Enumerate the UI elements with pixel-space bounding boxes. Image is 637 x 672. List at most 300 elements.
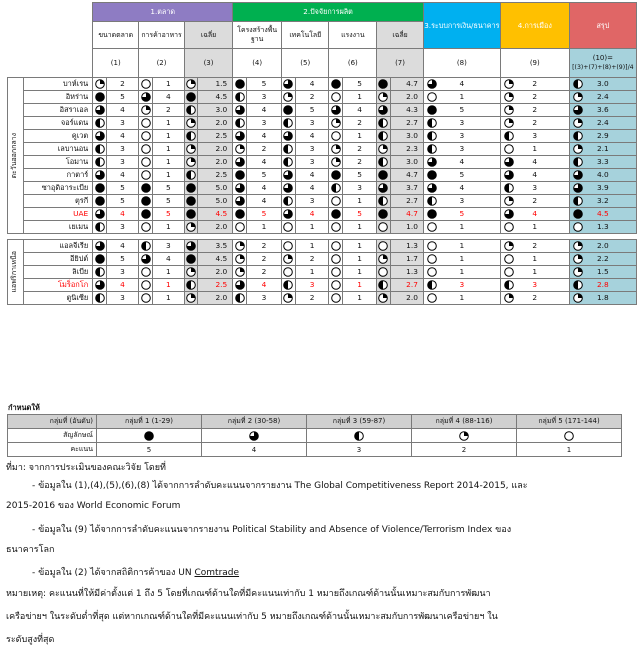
table-row [8, 104, 637, 117]
quarter-circle-icon [235, 144, 245, 154]
score-c4: 5 [246, 208, 281, 221]
score-symbol [329, 266, 343, 279]
score-symbol [93, 208, 107, 221]
score-symbol [329, 182, 343, 195]
score-c6: 5 [343, 208, 377, 221]
score-c1: 4 [106, 279, 138, 292]
legend-title: กำหนดให้ [8, 403, 40, 412]
score-symbol [377, 182, 391, 195]
score-c2: 1 [152, 292, 184, 305]
score-c3: 3.5 [198, 240, 233, 253]
full-circle-icon [95, 92, 105, 102]
score-c7: 2.7 [390, 195, 423, 208]
score-c8 [423, 143, 500, 156]
empty-circle-icon [141, 293, 151, 303]
score-c9 [500, 78, 569, 91]
score-c8 [423, 266, 500, 279]
col-num-4: (4) [233, 49, 282, 78]
score-c7: 1.7 [390, 253, 423, 266]
score-symbol [139, 208, 153, 221]
empty-circle-icon [331, 241, 341, 251]
full-circle-icon [331, 79, 341, 89]
score-symbol [377, 240, 391, 253]
score-c5: 4 [295, 208, 329, 221]
score-c9-value: 1 [532, 267, 538, 276]
table-row [8, 279, 637, 292]
score-symbol [282, 208, 296, 221]
table-row [8, 253, 637, 266]
empty-circle-icon [141, 157, 151, 167]
country-name: ซาอุดิอาระเบีย [24, 182, 93, 195]
quarter-circle-icon [573, 118, 583, 128]
score-c4: 2 [246, 240, 281, 253]
quarter-circle-icon [235, 267, 245, 277]
full-circle-icon [283, 105, 293, 115]
score-c9 [500, 182, 569, 195]
score-symbol [329, 130, 343, 143]
col-technology: เทคโนโลยี [282, 22, 329, 49]
table-row [8, 240, 637, 253]
country-name: เลบานอน [24, 143, 93, 156]
quarter-circle-icon [186, 267, 196, 277]
score-c7: 1.0 [390, 221, 423, 234]
score-c8-value: 3 [459, 118, 465, 127]
score-c2: 5 [152, 208, 184, 221]
quarter-circle-icon [141, 105, 151, 115]
score-c8 [423, 208, 500, 221]
score-c5: 3 [295, 156, 329, 169]
score-c7: 4.7 [390, 169, 423, 182]
score-c7: 2.0 [390, 292, 423, 305]
score-c8 [423, 292, 500, 305]
group-north-africa [8, 240, 24, 305]
score-c4: 3 [246, 91, 281, 104]
half-circle-icon [95, 222, 105, 232]
half-circle-icon [283, 157, 293, 167]
three-quarter-circle-icon [378, 183, 388, 193]
score-c1: 5 [106, 182, 138, 195]
score-c2: 5 [152, 182, 184, 195]
quarter-circle-icon [378, 144, 388, 154]
empty-circle-icon [331, 267, 341, 277]
full-circle-icon [144, 431, 154, 441]
half-circle-icon [235, 293, 245, 303]
score-symbol [139, 182, 153, 195]
score-symbol [93, 156, 107, 169]
score-symbol [93, 104, 107, 117]
half-circle-icon [186, 105, 196, 115]
score-c4: 5 [246, 169, 281, 182]
score-c4: 4 [246, 279, 281, 292]
country-name: แอลจีเรีย [24, 240, 93, 253]
score-c3: 2.0 [198, 221, 233, 234]
score-c7: 1.3 [390, 266, 423, 279]
score-c1: 4 [106, 169, 138, 182]
quarter-circle-icon [378, 293, 388, 303]
score-c5: 4 [295, 169, 329, 182]
full-circle-icon [235, 170, 245, 180]
score-c6: 1 [343, 91, 377, 104]
score-c6: 2 [343, 117, 377, 130]
score-c3: 5.0 [198, 182, 233, 195]
quarter-circle-icon [573, 241, 583, 251]
score-symbol [139, 156, 153, 169]
score-c10 [569, 104, 636, 117]
legend-table [7, 414, 622, 457]
score-c8-value: 1 [459, 92, 465, 101]
score-c10-value: 2.9 [596, 131, 609, 140]
score-symbol [282, 78, 296, 91]
legend-group-label: กลุ่มที่ 2 (30-58) [202, 415, 307, 429]
score-c3: 2.0 [198, 266, 233, 279]
score-symbol [329, 253, 343, 266]
full-circle-icon [95, 183, 105, 193]
score-c2: 2 [152, 104, 184, 117]
group-north-africa-label: แอฟริกาเหนือ [10, 251, 18, 293]
empty-circle-icon [564, 431, 574, 441]
three-quarter-circle-icon [95, 131, 105, 141]
three-quarter-circle-icon [427, 183, 437, 193]
legend-symbol [307, 429, 412, 443]
empty-circle-icon [378, 267, 388, 277]
score-symbol [139, 169, 153, 182]
empty-circle-icon [331, 131, 341, 141]
score-c6: 4 [343, 104, 377, 117]
score-c9-value: 3 [532, 183, 538, 192]
quarter-circle-icon [504, 241, 514, 251]
score-symbol [233, 91, 247, 104]
score-c6: 2 [343, 143, 377, 156]
score-c9-value: 2 [532, 105, 538, 114]
score-c10-value: 3.0 [596, 79, 609, 88]
col-food-trade: การค้าอาหาร [139, 22, 185, 49]
score-symbol [184, 104, 198, 117]
half-circle-icon [331, 183, 341, 193]
empty-circle-icon [283, 267, 293, 277]
score-c5: 3 [295, 143, 329, 156]
score-symbol [139, 240, 153, 253]
score-c1: 5 [106, 195, 138, 208]
full-circle-icon [427, 105, 437, 115]
score-c8 [423, 169, 500, 182]
table-row [8, 266, 637, 279]
score-c4: 2 [246, 266, 281, 279]
score-c8 [423, 156, 500, 169]
legend-row-header: คะแนน [8, 443, 97, 457]
empty-circle-icon [427, 92, 437, 102]
score-c10 [569, 182, 636, 195]
score-c6: 1 [343, 253, 377, 266]
score-c10-value: 3.6 [596, 105, 609, 114]
score-symbol [329, 292, 343, 305]
quarter-circle-icon [573, 293, 583, 303]
score-symbol [93, 169, 107, 182]
country-name: เยเมน [24, 221, 93, 234]
score-symbol [329, 91, 343, 104]
three-quarter-circle-icon [573, 183, 583, 193]
score-c1: 2 [106, 78, 138, 91]
score-c8-value: 1 [459, 222, 465, 231]
quarter-circle-icon [504, 105, 514, 115]
empty-circle-icon [378, 222, 388, 232]
score-c3: 2.5 [198, 130, 233, 143]
score-c9 [500, 156, 569, 169]
score-c8-value: 3 [459, 196, 465, 205]
score-c8 [423, 221, 500, 234]
score-c9 [500, 104, 569, 117]
score-symbol [233, 253, 247, 266]
score-symbol [282, 279, 296, 292]
empty-circle-icon [141, 170, 151, 180]
half-circle-icon [95, 267, 105, 277]
source-note: ที่มา: จากการประเมินของคณะวิจัย โดยที่ [6, 463, 166, 473]
three-quarter-circle-icon [427, 157, 437, 167]
score-c10-value: 2.4 [596, 92, 609, 101]
score-symbol [233, 130, 247, 143]
quarter-circle-icon [573, 92, 583, 102]
full-circle-icon [235, 79, 245, 89]
score-c9-value: 2 [532, 79, 538, 88]
country-name: โมร็อกโก [24, 279, 93, 292]
quarter-circle-icon [235, 254, 245, 264]
score-c4: 4 [246, 104, 281, 117]
score-c9-value: 2 [532, 196, 538, 205]
table-row [8, 208, 637, 221]
three-quarter-circle-icon [504, 170, 514, 180]
score-c5: 4 [295, 78, 329, 91]
score-symbol [377, 266, 391, 279]
country-name: อียิปต์ [24, 253, 93, 266]
half-circle-icon [504, 131, 514, 141]
country-name: บาห์เรน [24, 78, 93, 91]
country-name: อิหร่าน [24, 91, 93, 104]
half-circle-icon [427, 131, 437, 141]
score-symbol [233, 240, 247, 253]
score-c10-value: 3.9 [596, 183, 609, 192]
remark-line-2: เครือข่ายฯ ในระดับต่ำที่สุด แต่หากเกณฑ์ด้านใดที่มีคะแนนเท่ากับ 5 หมายถึงเกณฑ์ด้านนั้นเหมาะสมกับการพัฒนาเครือข่ายฯ ใน [6, 612, 498, 622]
score-c4: 4 [246, 156, 281, 169]
score-c2: 1 [152, 266, 184, 279]
score-c9-value: 3 [532, 280, 538, 289]
three-quarter-circle-icon [95, 170, 105, 180]
score-c9 [500, 91, 569, 104]
score-c10-value: 2.2 [596, 254, 609, 263]
score-symbol [233, 266, 247, 279]
half-circle-icon [504, 280, 514, 290]
full-circle-icon [141, 209, 151, 219]
score-c5: 3 [295, 279, 329, 292]
score-c2: 1 [152, 221, 184, 234]
col-infrastructure: โครงสร้างพื้นฐาน [233, 22, 282, 49]
score-symbol [377, 78, 391, 91]
score-symbol [377, 169, 391, 182]
score-c1: 4 [106, 104, 138, 117]
score-c10 [569, 91, 636, 104]
score-c10-value: 2.0 [596, 241, 609, 250]
score-c3: 4.5 [198, 91, 233, 104]
country-name: คูเวต [24, 130, 93, 143]
score-symbol [139, 78, 153, 91]
score-c6: 1 [343, 221, 377, 234]
score-c9-value: 2 [532, 118, 538, 127]
score-c10 [569, 195, 636, 208]
score-c10-value: 1.8 [596, 293, 609, 302]
half-circle-icon [573, 79, 583, 89]
score-symbol [233, 156, 247, 169]
three-quarter-circle-icon [141, 92, 151, 102]
score-symbol [184, 78, 198, 91]
score-symbol [233, 182, 247, 195]
score-c8-value: 3 [459, 131, 465, 140]
score-c10 [569, 253, 636, 266]
table-row [8, 156, 637, 169]
three-quarter-circle-icon [283, 209, 293, 219]
score-symbol [329, 279, 343, 292]
quarter-circle-icon [504, 196, 514, 206]
score-symbol [93, 292, 107, 305]
col-market-size: ขนาดตลาด [93, 22, 139, 49]
three-quarter-circle-icon [573, 105, 583, 115]
full-circle-icon [378, 170, 388, 180]
three-quarter-circle-icon [249, 431, 259, 441]
half-circle-icon [573, 157, 583, 167]
score-c5: 2 [295, 292, 329, 305]
score-c9 [500, 143, 569, 156]
score-c5: 1 [295, 240, 329, 253]
score-c9 [500, 130, 569, 143]
score-symbol [329, 208, 343, 221]
half-circle-icon [504, 183, 514, 193]
country-name: กาตาร์ [24, 169, 93, 182]
score-c8 [423, 91, 500, 104]
comtrade-link[interactable]: Comtrade [194, 568, 240, 578]
quarter-circle-icon [504, 293, 514, 303]
country-name: จอร์แดน [24, 117, 93, 130]
score-symbol [184, 279, 198, 292]
three-quarter-circle-icon [235, 280, 245, 290]
score-c2: 1 [152, 78, 184, 91]
score-symbol [282, 91, 296, 104]
three-quarter-circle-icon [504, 157, 514, 167]
legend-row-header: สัญลักษณ์ [8, 429, 97, 443]
country-name: ตูนิเซีย [24, 292, 93, 305]
half-circle-icon [141, 241, 151, 251]
score-symbol [377, 221, 391, 234]
score-symbol [93, 266, 107, 279]
col-num-8: (8) [423, 49, 500, 78]
score-c3: 2.0 [198, 143, 233, 156]
score-c4: 4 [246, 195, 281, 208]
score-c4: 5 [246, 78, 281, 91]
evaluation-table [7, 2, 637, 305]
score-c2: 1 [152, 117, 184, 130]
table-row [8, 292, 637, 305]
score-c10-value: 1.3 [596, 222, 609, 231]
half-circle-icon [283, 280, 293, 290]
score-symbol [184, 253, 198, 266]
score-c6: 1 [343, 240, 377, 253]
score-symbol [184, 182, 198, 195]
section-politics-header: 4.การเมือง [500, 3, 569, 49]
score-symbol [233, 78, 247, 91]
score-c8-value: 4 [459, 183, 465, 192]
score-c9-value: 1 [532, 222, 538, 231]
full-circle-icon [186, 92, 196, 102]
empty-circle-icon [283, 222, 293, 232]
score-c4: 3 [246, 117, 281, 130]
table-row [8, 143, 637, 156]
score-c10-value: 2.8 [596, 280, 609, 289]
score-symbol [377, 208, 391, 221]
score-c10 [569, 266, 636, 279]
score-symbol [139, 221, 153, 234]
score-c10-value: 1.5 [596, 267, 609, 276]
col-num-5: (5) [282, 49, 329, 78]
score-c5: 3 [295, 117, 329, 130]
score-c10-value: 2.1 [596, 144, 609, 153]
score-c2: 1 [152, 143, 184, 156]
quarter-circle-icon [186, 293, 196, 303]
score-symbol [93, 78, 107, 91]
col-avg-market: เฉลี่ย [184, 22, 232, 49]
empty-circle-icon [427, 222, 437, 232]
score-symbol [282, 104, 296, 117]
score-symbol [377, 130, 391, 143]
score-c8 [423, 130, 500, 143]
full-circle-icon [235, 209, 245, 219]
three-quarter-circle-icon [573, 170, 583, 180]
score-symbol [377, 117, 391, 130]
score-c9-value: 3 [532, 131, 538, 140]
score-c2: 1 [152, 169, 184, 182]
full-circle-icon [95, 254, 105, 264]
score-symbol [139, 253, 153, 266]
empty-circle-icon [331, 92, 341, 102]
score-c7: 2.7 [390, 279, 423, 292]
score-c1: 3 [106, 143, 138, 156]
score-c1: 3 [106, 156, 138, 169]
quarter-circle-icon [283, 254, 293, 264]
score-c3: 2.5 [198, 279, 233, 292]
score-c5: 2 [295, 253, 329, 266]
score-c5: 4 [295, 182, 329, 195]
half-circle-icon [573, 280, 583, 290]
score-c1: 3 [106, 292, 138, 305]
score-c6: 1 [343, 292, 377, 305]
empty-circle-icon [331, 280, 341, 290]
three-quarter-circle-icon [141, 254, 151, 264]
half-circle-icon [378, 196, 388, 206]
score-c10 [569, 292, 636, 305]
score-c6: 5 [343, 169, 377, 182]
score-c9 [500, 266, 569, 279]
quarter-circle-icon [95, 79, 105, 89]
score-symbol [233, 221, 247, 234]
score-c10 [569, 169, 636, 182]
empty-circle-icon [141, 79, 151, 89]
full-circle-icon [141, 183, 151, 193]
quarter-circle-icon [378, 254, 388, 264]
empty-circle-icon [331, 222, 341, 232]
score-c9 [500, 279, 569, 292]
score-c7: 4.3 [390, 104, 423, 117]
legend-score-row [8, 443, 622, 457]
half-circle-icon [378, 157, 388, 167]
score-symbol [93, 117, 107, 130]
half-circle-icon [235, 92, 245, 102]
score-c7: 2.7 [390, 117, 423, 130]
full-circle-icon [186, 209, 196, 219]
